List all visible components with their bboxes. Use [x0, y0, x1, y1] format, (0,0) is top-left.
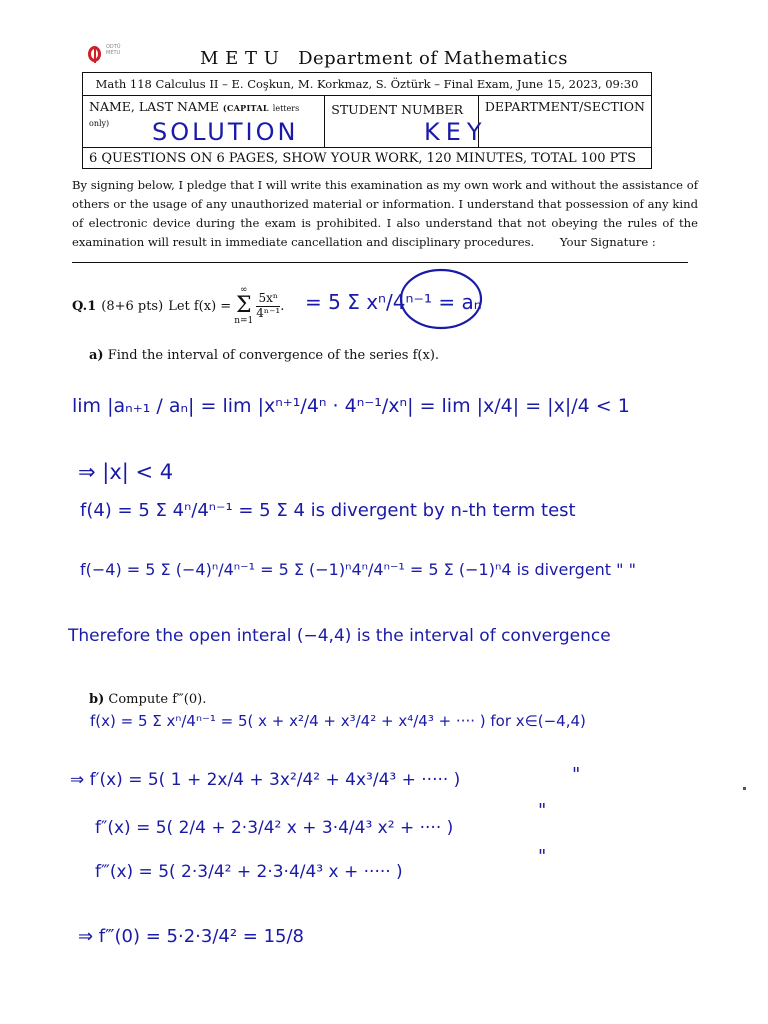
part-a: a) Find the interval of convergence of the series f(x).	[89, 348, 440, 363]
name-hint: letters only)	[89, 104, 300, 128]
handwritten-name: SOLUTION	[152, 118, 299, 146]
course-line: Math 118 Calculus II – E. Coşkun, M. Korkmaz, S. Öztürk – Final Exam, June 15, 2023, 09:30	[83, 73, 652, 96]
info-line: 6 QUESTIONS ON 6 PAGES, SHOW YOUR WORK, 120 MINUTES, TOTAL 100 PTS	[83, 148, 652, 169]
ditto-mark-2: "	[538, 800, 547, 821]
logo-text: ODTÜ METU	[106, 44, 121, 56]
name-label: NAME, LAST NAME	[89, 99, 219, 114]
handwriting-line-2: ⇒ |x| < 4	[78, 460, 174, 484]
ditto-mark-3: "	[538, 846, 547, 867]
stray-dot	[743, 787, 746, 790]
question-label: Q.1	[72, 298, 97, 314]
ditto-mark-1: "	[572, 764, 581, 785]
page-title: M E T U Department of Mathematics	[200, 48, 568, 69]
department-field[interactable]	[478, 96, 651, 148]
handwriting-line-9: f‴(x) = 5( 2·3/4² + 2·3·4/4³ x + ····· )	[95, 862, 403, 882]
handwriting-line-7: ⇒ f′(x) = 5( 1 + 2x/4 + 3x²/4² + 4x³/4³ + ····· )	[70, 770, 461, 790]
question-1: Q.1 (8+6 pts) Let f(x) = ∞ Σ n=1 5xⁿ 4ⁿ⁻¹ .	[72, 285, 285, 326]
department-label: DEPARTMENT/SECTION	[484, 99, 645, 114]
pledge-text: By signing below, I pledge that I will write this examination as my own work and without the assistance of others or the usage of any unauthorized material or information. I understand that possession of any kind of electronic device during the exam is prohibited. I also understand that not obeying the rules of the examination will result in immediate cancellation and disciplinary procedures. Your Signature :	[72, 178, 698, 249]
handwriting-line-1: lim |aₙ₊₁ / aₙ| = lim |xⁿ⁺¹/4ⁿ · 4ⁿ⁻¹/xⁿ| = lim |x/4| = |x|/4 < 1	[72, 395, 630, 417]
handwriting-line-0: = 5 Σ xⁿ/4ⁿ⁻¹ = aₙ	[305, 290, 482, 314]
summation: ∞ Σ n=1	[234, 285, 254, 326]
question-statement: Let f(x) =	[168, 298, 232, 314]
part-b: b) Compute f‴(0).	[89, 692, 207, 707]
question-points: (8+6 pts)	[101, 298, 164, 314]
handwriting-line-10: ⇒ f‴(0) = 5·2·3/4² = 15/8	[78, 926, 305, 947]
fraction: 5xⁿ 4ⁿ⁻¹	[256, 291, 281, 320]
handwriting-line-8: f″(x) = 5( 2/4 + 2·3/4² x + 3·4/4³ x² + ···· )	[95, 818, 454, 838]
student-number-label: STUDENT NUMBER	[331, 102, 464, 117]
name-hint-caps: (CAPITAL	[222, 103, 269, 113]
handwriting-line-4: f(−4) = 5 Σ (−4)ⁿ/4ⁿ⁻¹ = 5 Σ (−1)ⁿ4ⁿ/4ⁿ⁻¹ = 5 Σ (−1)ⁿ4 is divergent " "	[80, 560, 636, 579]
divider	[72, 262, 688, 263]
handwriting-line-6: f(x) = 5 Σ xⁿ/4ⁿ⁻¹ = 5( x + x²/4 + x³/4² + x⁴/4³ + ···· ) for x∈(−4,4)	[90, 712, 586, 730]
signature-label: Your Signature :	[559, 235, 656, 249]
handwriting-line-3: f(4) = 5 Σ 4ⁿ/4ⁿ⁻¹ = 5 Σ 4 is divergent by n-th term test	[80, 500, 576, 521]
handwritten-key: KEY	[424, 118, 488, 146]
handwriting-line-5: Therefore the open interal (−4,4) is the interval of convergence	[68, 626, 611, 646]
